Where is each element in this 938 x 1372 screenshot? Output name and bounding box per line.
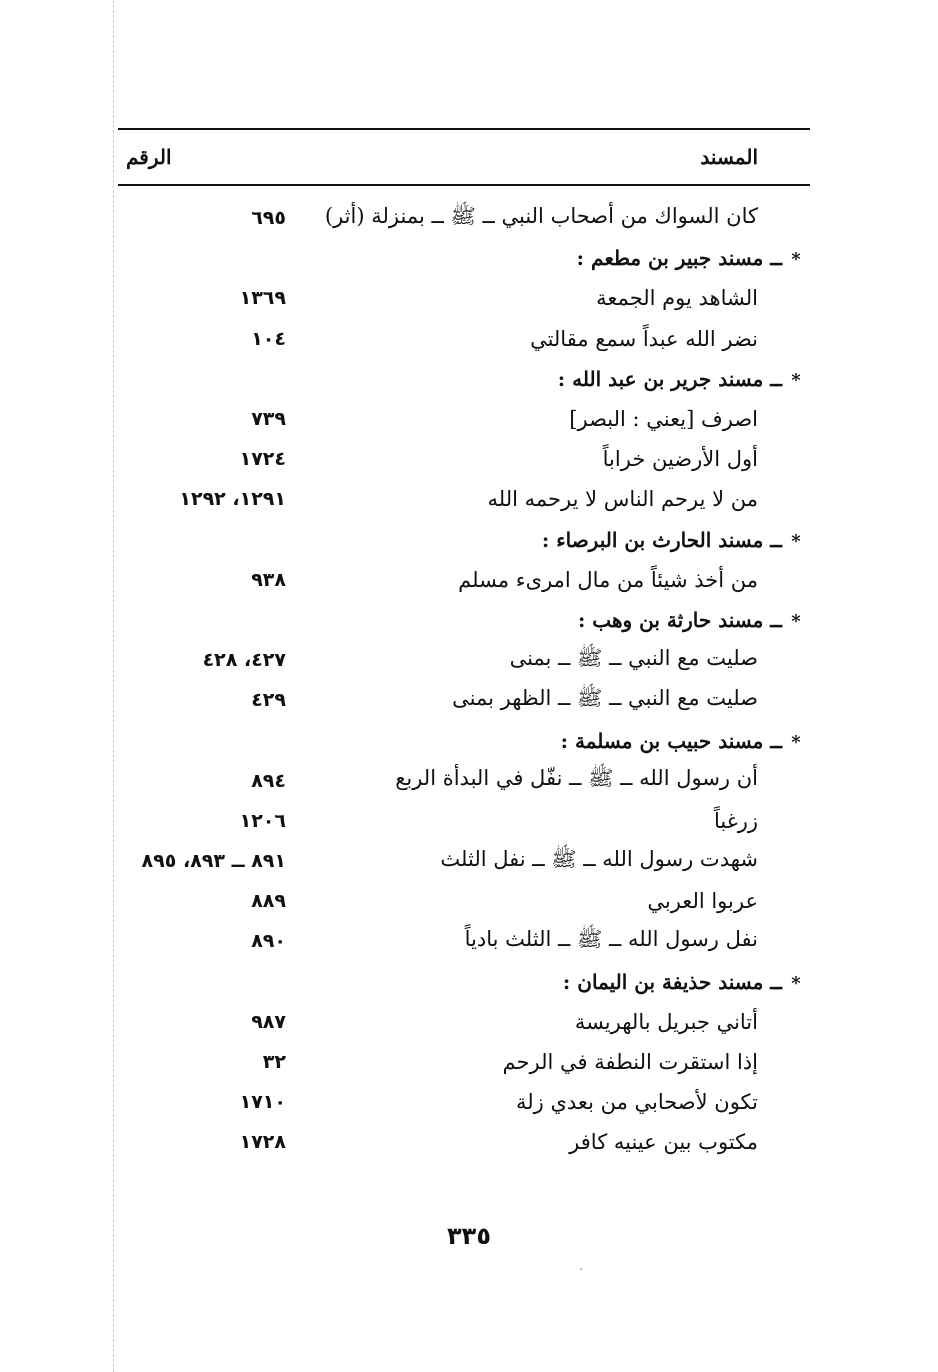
hadith-number: ٨٩٤ bbox=[251, 769, 286, 792]
hadith-title: اصرف [يعني : البصر] bbox=[569, 407, 758, 432]
hadith-number: ١٠٤ bbox=[251, 327, 286, 350]
hadith-number: ١٢٩١، ١٢٩٢ bbox=[179, 488, 286, 511]
hadith-title: إذا استقرت النطفة في الرحم bbox=[502, 1050, 758, 1075]
section-heading bbox=[558, 367, 810, 391]
hadith-title: زرغباً bbox=[714, 808, 758, 833]
hadith-number: ١٧٢٤ bbox=[239, 448, 286, 471]
hadith-title: شهدت رسول الله ــ ﷺ ــ نفل الثلث bbox=[440, 846, 758, 871]
page-fold-line bbox=[113, 0, 114, 1372]
index-rows bbox=[118, 186, 810, 1163]
section-heading-row bbox=[118, 720, 810, 760]
hadith-title: أتاني جبريل بالهريسة bbox=[574, 1009, 758, 1034]
hadith-title: من أخذ شيئاً من مال امرىء مسلم bbox=[458, 567, 758, 592]
section-heading-row bbox=[118, 238, 810, 278]
index-entry-row bbox=[118, 278, 810, 318]
hadith-title: تكون لأصحابي من بعدي زلة bbox=[516, 1090, 758, 1115]
hadith-title: صليت مع النبي ــ ﷺ ــ بمنى bbox=[509, 645, 758, 670]
asterisk-icon: * bbox=[791, 731, 801, 753]
index-entry-row bbox=[118, 801, 810, 841]
index-entry-row bbox=[118, 680, 810, 720]
section-heading-row bbox=[118, 600, 810, 640]
column-title-musnad: المسند bbox=[700, 145, 758, 169]
index-entry-row bbox=[118, 560, 810, 600]
index-entry-row bbox=[118, 1082, 810, 1122]
index-entry-row bbox=[118, 1042, 810, 1082]
column-title-number: الرقم bbox=[126, 145, 172, 169]
section-heading bbox=[563, 970, 810, 994]
asterisk-icon: * bbox=[791, 972, 801, 994]
index-entry-row bbox=[118, 198, 810, 238]
index-page bbox=[118, 128, 810, 1163]
index-entry-row bbox=[118, 1122, 810, 1162]
index-entry-row bbox=[118, 439, 810, 479]
hadith-title: مكتوب بين عينيه كافر bbox=[569, 1130, 758, 1155]
section-heading-text: ــ مسند حبيب بن مسلمة : bbox=[560, 728, 782, 753]
hadith-title: عربوا العربي bbox=[647, 889, 758, 914]
section-heading bbox=[561, 729, 810, 753]
hadith-number: ٩٨٧ bbox=[251, 1010, 286, 1033]
hadith-title: من لا يرحم الناس لا يرحمه الله bbox=[487, 487, 758, 512]
index-entry-row bbox=[118, 399, 810, 439]
asterisk-icon: * bbox=[791, 249, 801, 271]
hadith-title: صليت مع النبي ــ ﷺ ــ الظهر بمنى bbox=[452, 685, 758, 710]
hadith-number: ٧٣٩ bbox=[251, 408, 286, 431]
hadith-number: ٨٨٩ bbox=[251, 890, 286, 913]
index-entry-row bbox=[118, 319, 810, 359]
hadith-title: كان السواك من أصحاب النبي ــ ﷺ ــ بمنزلة (أثر) bbox=[324, 203, 758, 228]
hadith-number: ١٢٠٦ bbox=[239, 809, 286, 832]
asterisk-icon: * bbox=[791, 610, 801, 632]
hadith-number: ٩٣٨ bbox=[251, 568, 286, 591]
section-heading bbox=[542, 528, 810, 552]
index-entry-row bbox=[118, 841, 810, 881]
hadith-number: ١٣٦٩ bbox=[239, 287, 286, 310]
section-heading bbox=[578, 608, 810, 632]
section-heading-text: ــ مسند حذيفة بن اليمان : bbox=[562, 969, 782, 994]
hadith-title: نفل رسول الله ــ ﷺ ــ الثلث بادياً bbox=[464, 926, 758, 951]
index-entry-row bbox=[118, 1002, 810, 1042]
hadith-number: ١٧٢٨ bbox=[239, 1131, 286, 1154]
hadith-number: ١٧١٠ bbox=[239, 1091, 286, 1114]
section-heading-row bbox=[118, 962, 810, 1002]
hadith-title: أن رسول الله ــ ﷺ ــ نفّل في البدأة الربع bbox=[395, 766, 758, 791]
speck bbox=[580, 1268, 582, 1270]
hadith-title: أول الأرضين خراباً bbox=[602, 447, 758, 472]
table-header bbox=[118, 130, 810, 184]
hadith-number: ٣٢ bbox=[262, 1051, 286, 1074]
hadith-number: ٨٩٠ bbox=[251, 930, 286, 953]
section-heading-text: ــ مسند الحارث بن البرصاء : bbox=[541, 527, 782, 552]
asterisk-icon: * bbox=[791, 369, 801, 391]
index-entry-row bbox=[118, 881, 810, 921]
section-heading-text: ــ مسند جبير بن مطعم : bbox=[576, 246, 782, 271]
section-heading-text: ــ مسند حارثة بن وهب : bbox=[577, 607, 782, 632]
index-entry-row bbox=[118, 761, 810, 801]
section-heading-text: ــ مسند جرير بن عبد الله : bbox=[557, 366, 782, 391]
page-number: ٣٣٥ bbox=[447, 1222, 491, 1250]
hadith-number: ٤٢٧، ٤٢٨ bbox=[202, 649, 286, 672]
index-entry-row bbox=[118, 479, 810, 519]
hadith-number: ٤٢٩ bbox=[251, 689, 286, 712]
hadith-number: ٨٩١ ــ ٨٩٣، ٨٩٥ bbox=[141, 850, 286, 873]
section-heading bbox=[577, 246, 810, 270]
section-heading-row bbox=[118, 520, 810, 560]
index-entry-row bbox=[118, 921, 810, 961]
asterisk-icon: * bbox=[791, 530, 801, 552]
hadith-number: ٦٩٥ bbox=[251, 207, 286, 230]
hadith-title: الشاهد يوم الجمعة bbox=[596, 286, 758, 311]
index-entry-row bbox=[118, 640, 810, 680]
hadith-title: نضر الله عبداً سمع مقالتي bbox=[530, 326, 758, 351]
section-heading-row bbox=[118, 359, 810, 399]
